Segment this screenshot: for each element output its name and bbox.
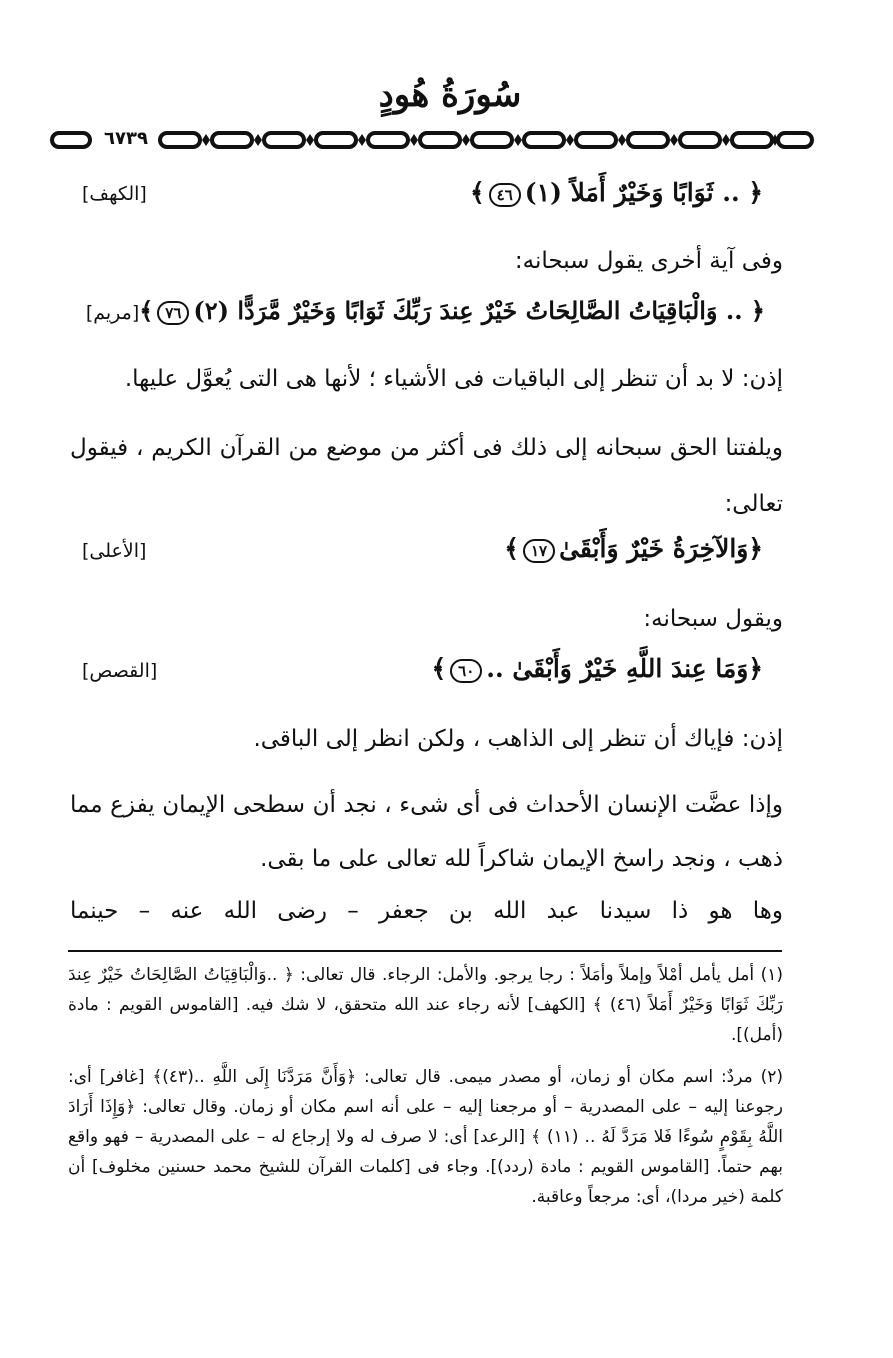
footnote-1: (١) أمل يأمل أمْلاً وإملاً وأمَلاً : رجا يرجو. والأمل: الرجاء. قال تعالى: ﴿ ..وَالْبَاقِيَاتُ الصَّالِحَاتُ خَيْرٌ عِندَ رَبِّكَ ثَوَابًا وَخَيْرٌ أَمَلاً (٤٦) ﴾ [الكهف] لأنه رجاء عند الله متحقق، لا شك فيه. [القاموس القويم : مادة (أمل)]. — [68, 965, 783, 1045]
quran-verse: ﴿وَمَا عِندَ اللَّهِ خَيْرٌ وَأَبْقَىٰ ..٦٠﴾ — [431, 654, 763, 683]
ayah-number: ٦٠ — [450, 659, 482, 683]
footnote-divider — [68, 950, 782, 952]
quran-verse: ﴿وَالآخِرَةُ خَيْرٌ وَأَبْقَىٰ١٧﴾ — [504, 534, 763, 563]
paragraph: وفى آية أخرى يقول سبحانه: — [514, 248, 783, 274]
surah-reference: [القصص] — [82, 660, 158, 682]
surah-title: سُورَةُ هُودٍ — [378, 75, 522, 115]
footnote-2: (٢) مردٌ: اسم مكان أو زمان، أو مصدر ميمى. قال تعالى: ﴿وَأَنَّ مَرَدَّنَا إِلَى اللَّهِ ..(٤٣)﴾ [غافر] أى: رجوعنا إليه – على المصدرية – أو مرجعنا إليه – على أنه اسم مكان أو زمان. وقال تعالى: ﴿وَإِذَا أَرَادَ اللَّهُ بِقَوْمٍ سُوءًا فَلا مَرَدَّ لَهُ .. (١١) ﴾ [الرعد] أى: لا صرف له ولا إرجاع له – على المصدرية – فهو واقع بهم حتماً. [القاموس القويم : مادة (ردد)]. وجاء فى [كلمات القرآن للشيخ محمد حسنين مخلوف] أن كلمة (خير مردا)، أى: مرجعاً وعاقبة. — [68, 1067, 784, 1207]
paragraph: إذن: لا بد أن تنظر إلى الباقيات فى الأشياء ؛ لأنها هى التى يُعوَّل عليها. — [124, 366, 783, 392]
surah-reference: [الأعلى] — [82, 540, 147, 562]
surah-reference: [مريم] — [85, 302, 140, 324]
paragraph: ويلفتنا الحق سبحانه إلى ذلك فى أكثر من موضع من القرآن الكريم ، فيقول تعالى: — [70, 435, 783, 517]
quran-verse: ﴿ .. ثَوَابًا وَخَيْرٌ أَمَلاً (١)٤٦﴾ — [470, 178, 763, 207]
ayah-number: ٧٦ — [157, 301, 189, 325]
page-number: ٦٧٣٩ — [104, 128, 148, 149]
paragraph: ويقول سبحانه: — [643, 606, 783, 632]
paragraph: وها هو ذا سيدنا عبد الله بن جعفر – رضى الله عنه – حينما — [70, 898, 783, 924]
ayah-number: ١٧ — [523, 539, 555, 563]
paragraph: إذن: فإياك أن تنظر إلى الذاهب ، ولكن انظر إلى الباقى. — [253, 726, 783, 752]
paragraph: وإذا عضَّت الإنسان الأحداث فى أى شىء ، نجد أن سطحى الإيمان يفزع مما ذهب ، ونجد راسخ الإيمان شاكراً لله تعالى على ما بقى. — [70, 792, 783, 872]
quran-verse: ﴿ .. وَالْبَاقِيَاتُ الصَّالِحَاتُ خَيْرٌ عِندَ رَبِّكَ ثَوَابًا وَخَيْرٌ مَّرَدًّا (٢)٧٦﴾[مريم] — [85, 296, 765, 325]
ayah-number: ٤٦ — [489, 183, 521, 207]
surah-reference: [الكهف] — [82, 183, 147, 205]
ornamental-border — [50, 128, 815, 152]
